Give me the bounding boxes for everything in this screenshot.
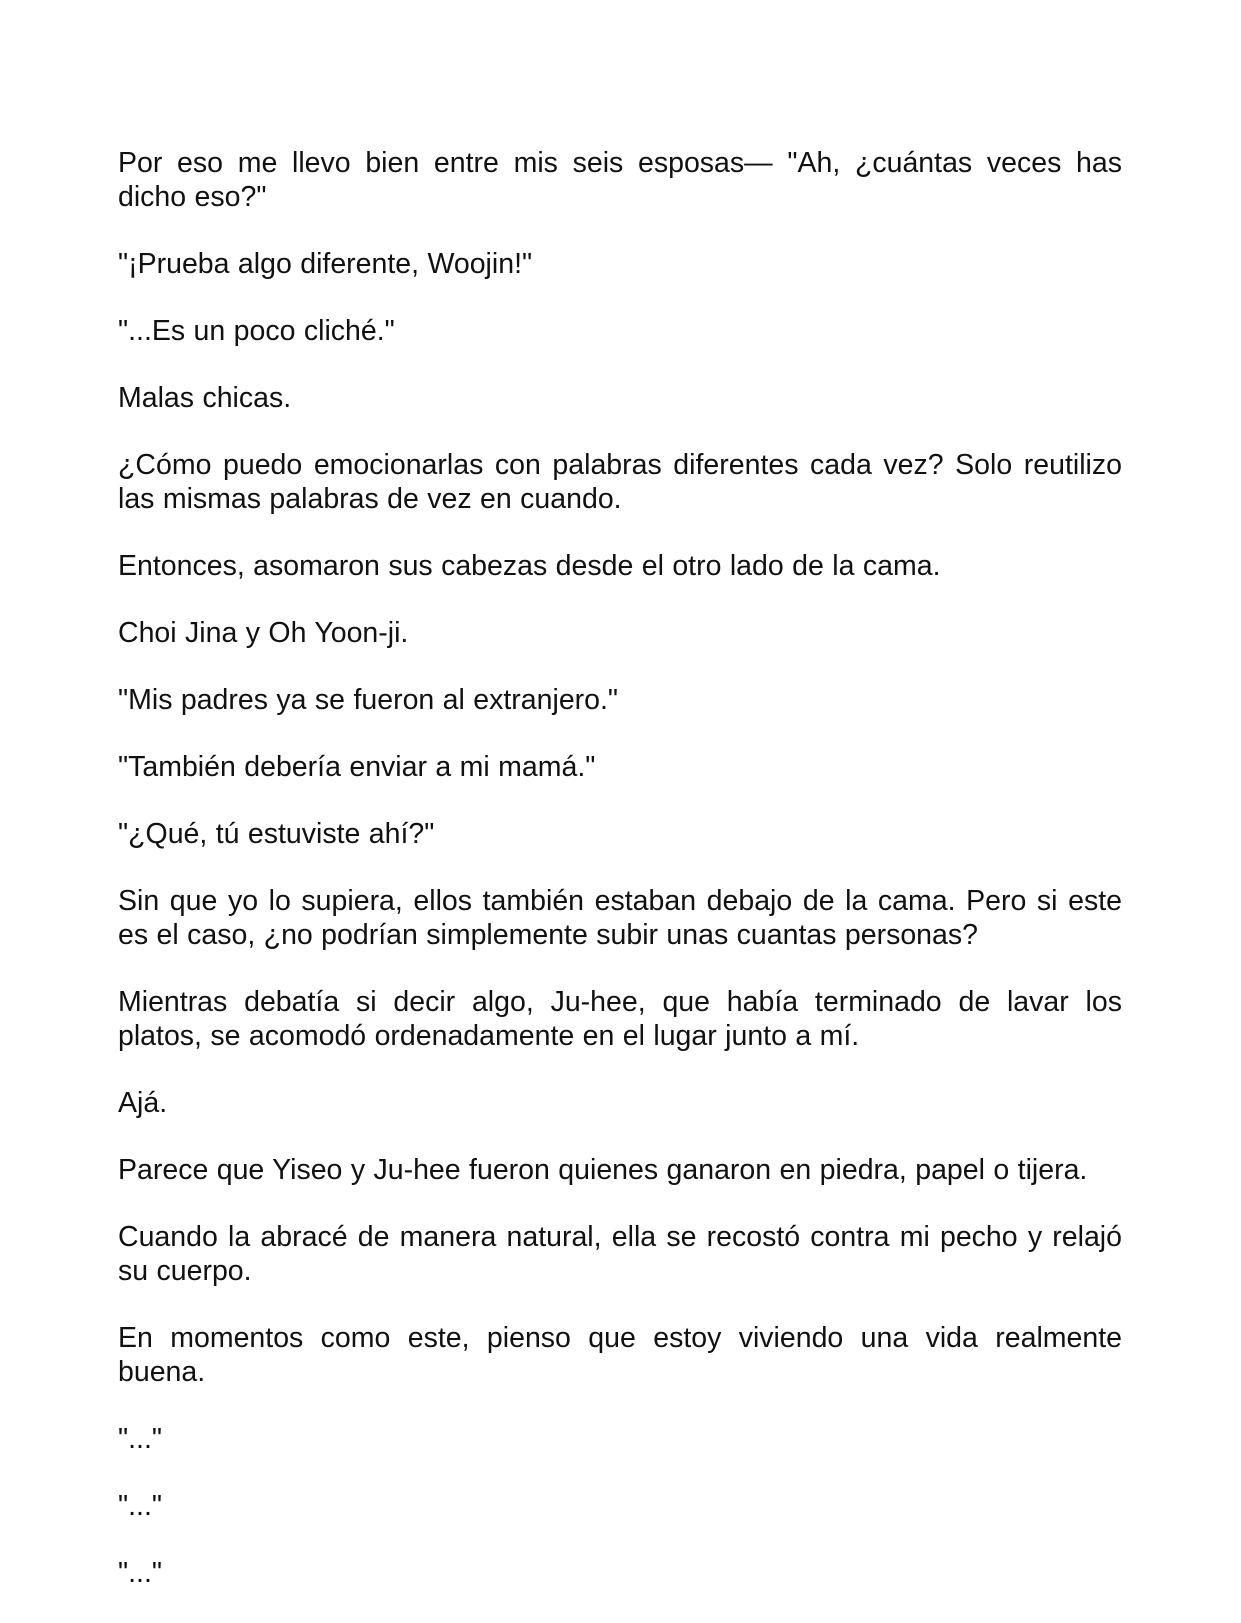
paragraph: "..." <box>118 1490 162 1522</box>
paragraph: "También debería enviar a mi mamá." <box>118 751 596 783</box>
paragraph: "¿Qué, tú estuviste ahí?" <box>118 818 435 850</box>
paragraph: En momentos como este, pienso que estoy viviendo una vida realmente buena. <box>118 1322 1122 1388</box>
paragraph: ¿Cómo puedo emocionarlas con palabras diferentes cada vez? Solo reutilizo las mismas palabras de vez en cuando. <box>118 449 1122 515</box>
paragraph: "...Es un poco cliché." <box>118 315 395 347</box>
paragraph: Por eso me llevo bien entre mis seis esposas— "Ah, ¿cuántas veces has dicho eso?" <box>118 147 1122 213</box>
paragraph: "..." <box>118 1557 162 1589</box>
paragraph: Entonces, asomaron sus cabezas desde el otro lado de la cama. <box>118 550 941 582</box>
paragraph: "¡Prueba algo diferente, Woojin!" <box>118 248 533 280</box>
paragraph: Cuando la abracé de manera natural, ella se recostó contra mi pecho y relajó su cuerpo. <box>118 1221 1122 1287</box>
document-page <box>118 146 1122 1623</box>
paragraph: Malas chicas. <box>118 382 292 414</box>
paragraph: Sin que yo lo supiera, ellos también estaban debajo de la cama. Pero si este es el caso, ¿no podrían simplemente subir unas cuantas personas? <box>118 885 1122 951</box>
paragraph: Parece que Yiseo y Ju-hee fueron quienes ganaron en piedra, papel o tijera. <box>118 1154 1088 1186</box>
paragraph: Ajá. <box>118 1087 168 1119</box>
paragraph: Mientras debatía si decir algo, Ju-hee, que había terminado de lavar los platos, se acomodó ordenadamente en el lugar junto a mí. <box>118 986 1122 1052</box>
paragraph: Choi Jina y Oh Yoon-ji. <box>118 617 409 649</box>
paragraph: "Mis padres ya se fueron al extranjero." <box>118 684 619 716</box>
paragraph: "..." <box>118 1423 162 1455</box>
